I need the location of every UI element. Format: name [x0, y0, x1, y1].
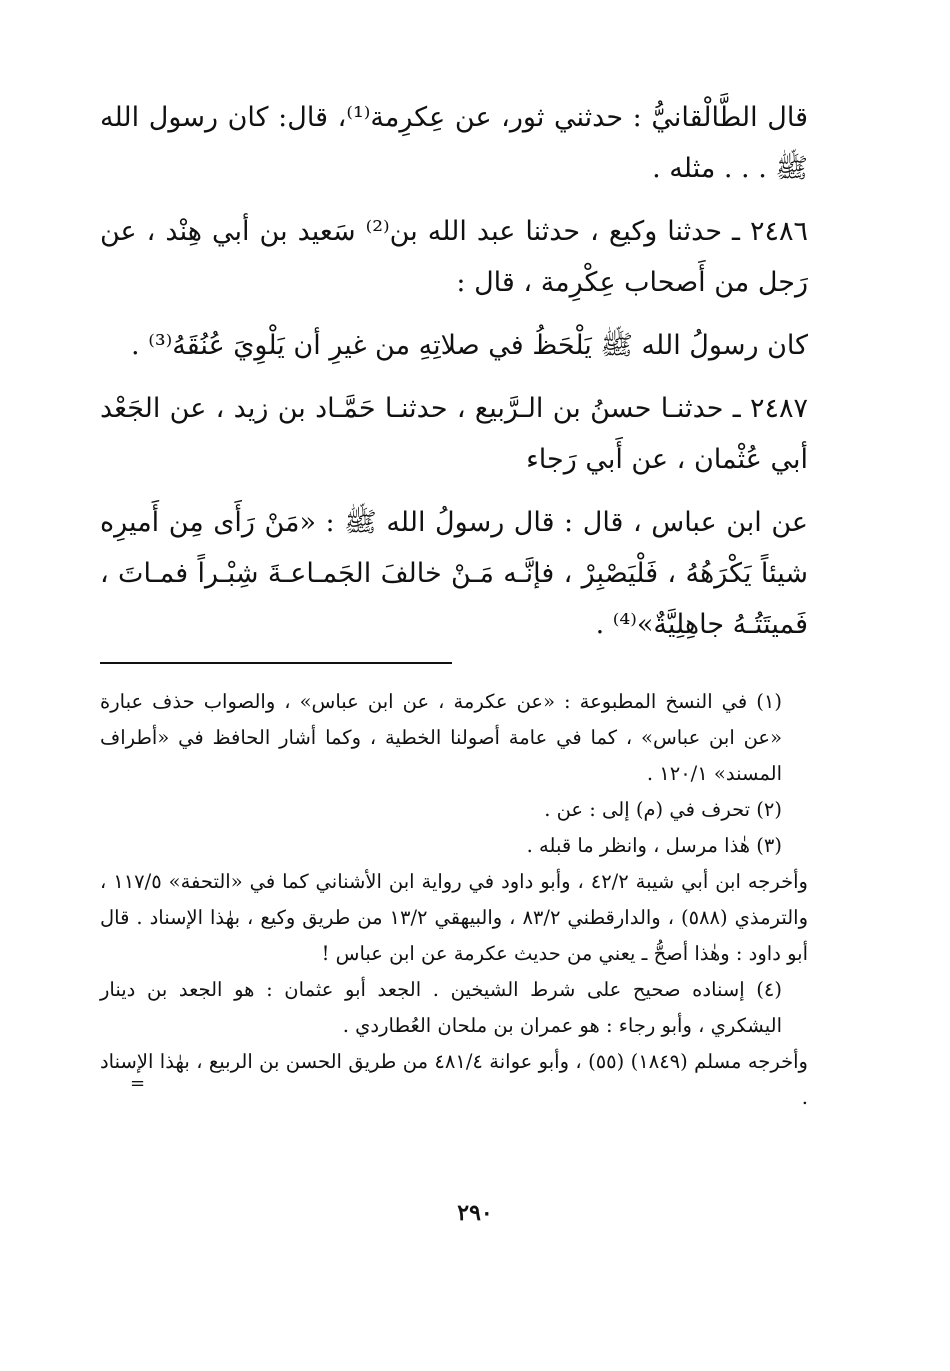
footnote-3: (٣) هٰذا مرسل ، وانظر ما قبله .	[526, 834, 782, 857]
page-body	[100, 92, 808, 1116]
footnote-divider	[100, 662, 452, 664]
footnote-1: (١) في النسخ المطبوعة : «عن عكرمة ، عن ابن عباس» ، والصواب حذف عبارة «عن ابن عباس» ، كما في عامة أصولنا الخطية ، وكما أشار الحافظ في «أطراف المسند» ١٢٠/١ .	[100, 690, 782, 785]
footnote-3-extra: وأخرجه ابن أبي شيبة ٤٢/٢ ، وأبو داود في رواية ابن الأشناني كما في «التحفة» ١١٧/٥ ، والترمذي (٥٨٨) ، والدارقطني ٨٣/٢ ، والبيهقي ١٣/٢ من طريق وكيع ، بهٰذا الإسناد . قال أبو داود : وهٰذا أصحُّ ـ يعني من حديث عكرمة عن ابن عباس !	[100, 870, 808, 965]
hadith-2487-chain: ٢٤٨٧ ـ حدثنـا حسنُ بن الـرَّبيع ، حدثنـا حَمَّـاد بن زيد ، عن الجَعْد أبي عُثْمان ، عن أَبي رَجاء	[100, 393, 808, 475]
hadith-2486-chain: ٢٤٨٦ ـ حدثنا وكيع ، حدثنا عبد الله بن⁽²⁾ سَعيد بن أبي هِنْد ، عن رَجل من أَصحاب عِكْرِمة ، قال :	[100, 216, 808, 298]
paragraph-talqani: قال الطَّالْقانيُّ : حدثني ثور، عن عِكرِمة⁽¹⁾، قال: كان رسول الله ﷺ . . . مثله .	[100, 102, 808, 184]
footnote-4-extra-text: وأخرجه مسلم (١٨٤٩) (٥٥) ، وأبو عوانة ٤٨١/٤ من طريق الحسن بن الربيع ، بهٰذا الإسناد .	[100, 1050, 808, 1109]
page-number: ٢٩٠	[457, 1200, 493, 1226]
main-text	[100, 92, 808, 650]
footnote-4-extra	[100, 1044, 808, 1116]
footnote-2: (٢) تحرف في (م) إلى : عن .	[544, 798, 782, 821]
footnotes	[100, 684, 808, 1116]
hadith-2487-text: عن ابن عباس ، قال : قال رسولُ الله ﷺ : «مَنْ رَأَى مِن أَميرِه شيئاً يَكْرَهُهُ ، فَلْيَصْبِرْ ، فإنَّـه مَـنْ خالفَ الجَمـاعـةَ شِبْـراً فمـاتَ ، فَميتَتُـهُ جاهِلِيَّةٌ»⁽⁴⁾ .	[100, 507, 808, 640]
footnote-4: (٤) إسناده صحيح على شرط الشيخين . الجعد أبو عثمان : هو الجعد بن دينار اليشكري ، وأبو رجاء : هو عمران بن ملحان العُطاردي .	[100, 978, 782, 1037]
continuation-mark: =	[130, 1073, 146, 1094]
hadith-2486-text: كان رسولُ الله ﷺ يَلْحَظُ في صلاتِهِ من غيرِ أن يَلْوِيَ عُنُقَهُ⁽³⁾ .	[131, 330, 808, 361]
